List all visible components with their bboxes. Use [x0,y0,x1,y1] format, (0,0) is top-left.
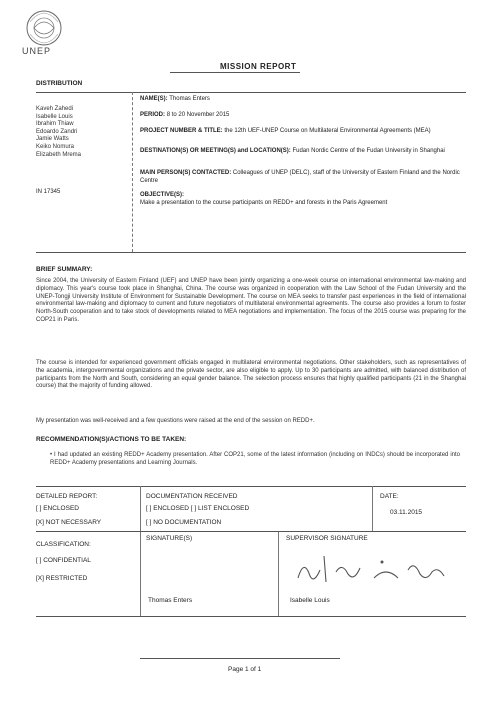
org-name: UNEP [22,46,52,56]
detailed-report-label: DETAILED REPORT: [36,493,98,500]
supervisor-signature-label: SUPERVISOR SIGNATURE [286,535,368,542]
signatures-label: SIGNATURE(S) [146,535,193,542]
table-col-divider-1 [140,486,141,616]
classification-label: CLASSIFICATION: [36,541,91,548]
documentation-received-label: DOCUMENTATION RECEIVED [146,493,238,500]
recommendation-text: I had updated an existing REDD+ Academy presentation. After COP21, some of the latest information (including on INDCs) should be incorporated into REDD+ Academy presentations and Learning Journals. [50,452,460,466]
reference-number: IN 17345 [36,189,61,195]
distribution-list [36,106,81,159]
column-divider [132,92,133,252]
objective-field [140,192,475,207]
table-bottom-border [36,616,466,617]
persons-value: Colleagues of UNEP (DELC), staff of the University of Eastern Finland and the Nordic Centre [140,170,460,184]
distribution-name: Keiko Nomura [36,143,75,150]
period-label: PERIOD: [140,112,166,118]
enclosed-checkbox[interactable]: [ ] ENCLOSED [36,505,79,512]
destination-value: Fudan Nordic Centre of the Fudan University in Shanghai [292,148,445,154]
table-col-divider-2 [372,486,373,531]
section-divider [36,252,466,253]
page-title: MISSION REPORT [220,62,297,71]
name-label: NAME(S): [140,96,168,102]
destination-field [140,148,475,156]
distribution-name: Kaveh Zahedi [36,106,74,112]
table-mid-border [36,531,466,532]
recommendations-heading: RECOMMENDATION(S)/ACTIONS TO BE TAKEN: [36,436,187,443]
table-col-divider-3 [278,531,279,616]
date-label: DATE: [380,493,399,500]
not-necessary-checkbox[interactable]: [X] NOT NECESSARY [36,519,102,526]
name-value: Thomas Enters [169,96,210,102]
header-divider [36,92,466,93]
distribution-name: Jamie Watts [36,136,69,143]
date-value: 03.11.2015 [390,509,423,516]
distribution-name: Isabelle Louis [36,113,73,120]
supervisor-signature-image [290,548,460,590]
documentation-enclosed-checkbox[interactable]: [ ] ENCLOSED [ ] LIST ENCLOSED [146,505,250,512]
period-value: 8 to 20 November 2015 [166,112,230,118]
summary-paragraph-3: My presentation was well-received and a few questions were raised at the end of the session on REDD+. [36,418,315,424]
project-label: PROJECT NUMBER & TITLE: [140,128,223,134]
objective-value: Make a presentation to the course participants on REDD+ and forests in the Paris Agreement [140,199,388,206]
distribution-name: Ibrahim Thiaw [36,121,74,128]
distribution-name: Elizabeth Mrema [36,151,82,158]
table-top-border [36,486,466,487]
objective-label: OBJECTIVE(S): [140,192,185,198]
project-value: the 12th UEF-UNEP Course on Multilateral Environmental Agreements (MEA) [224,128,431,134]
destination-label: DESTINATION(S) OR MEETING(S) and LOCATION(S): [140,148,291,154]
no-documentation-checkbox[interactable]: [ ] NO DOCUMENTATION [146,519,222,526]
bullet: • [50,452,55,458]
distribution-name: Edoardo Zandri [36,128,78,135]
signer-name-2: Isabelle Louis [290,597,330,604]
restricted-checkbox[interactable]: [X] RESTRICTED [36,575,88,582]
period-field [140,112,475,120]
recommendation-item [50,452,460,468]
page-number: Page 1 of 1 [228,666,262,673]
summary-paragraph-2: The course is intended for experienced government officials engaged in multilateral environmental negotiations. Other stakeholders, such as representatives of the academia, intergovernmental organizations and the private sector, are also eligible to apply. Up to 30 participants are admitted, with balanced distribution of participants from the North and South, considering an equal gender balance. The selection process ensures that highly qualified participants (21 in the Shanghai course) that the majority of funding allowed. [36,360,466,390]
project-field [140,128,475,136]
brief-summary-heading: BRIEF SUMMARY: [36,266,93,273]
confidential-checkbox[interactable]: [ ] CONFIDENTIAL [36,557,91,564]
distribution-heading: DISTRIBUTION [36,80,83,87]
unep-logo [24,8,64,48]
persons-label: MAIN PERSON(S) CONTACTED: [140,170,232,176]
footer-line [140,658,340,659]
summary-paragraph-1: Since 2004, the University of Eastern Finland (UEF) and UNEP have been jointly organizing a one-week course on international environmental law-making and diplomacy. This year's course took place in Shanghai, China. The course was organized in cooperation with the Law School of the Fudan University and the UNEP-Tongji University Institute of Environment for Sustainable Development. The course on MEA seeks to transfer past experiences in the field of international environmental law-making and diplomacy to current and future negotiators of multilateral environmental agreements. The course also provides a forum to foster North-South cooperation and to take stock of developments related to MEA negotiations and implementation. The focus of the 2015 course was preparing for the COP21 in Paris. [36,278,466,323]
signer-name-1: Thomas Enters [148,597,193,604]
persons-field [140,170,475,185]
name-field [140,96,475,104]
title-underline [170,72,300,73]
